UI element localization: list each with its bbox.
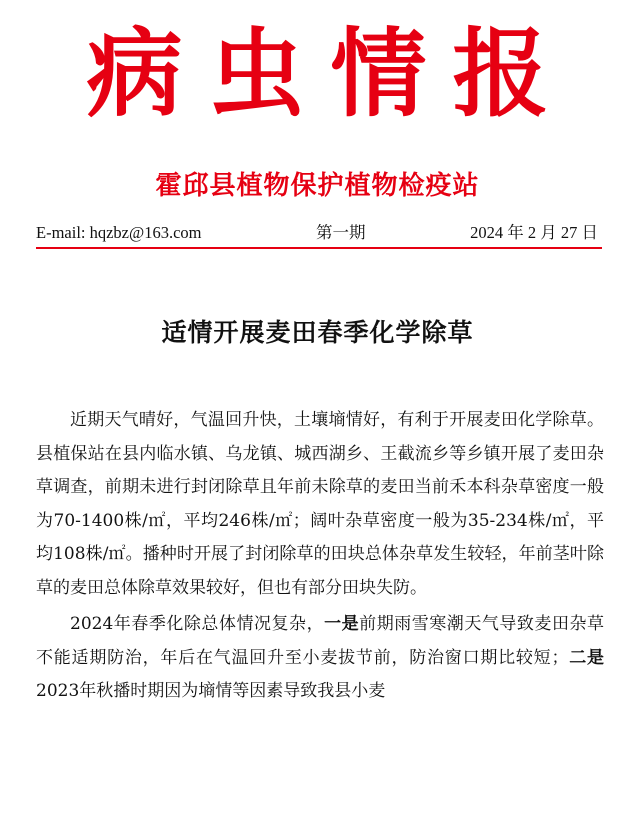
issue-date: 2024 年 2 月 27 日 [470, 223, 598, 242]
issue-number: 第一期 [316, 223, 366, 242]
article-title: 适情开展麦田春季化学除草 [161, 318, 474, 347]
point-1-label: 一是 [324, 614, 360, 634]
paragraph-2-lead: 2024年春季化除总体情况复杂， [70, 614, 325, 634]
point-1-text: 前期雨雪寒潮天气导致麦田杂草不能适期防治，年后在气温回升至小麦拔节前，防治窗口期比较短； [36, 614, 605, 668]
article-paragraph-1: 近期天气晴好，气温回升快，土壤墒情好，有利于开展麦田化学除草。县植保站在县内临水镇、乌龙镇、城西湖乡、王截流乡等乡镇开展了麦田杂草调查，前期未进行封闭除草且年前未除草的麦田当前禾本科杂草密度一般为70-1400株/㎡，平均246株/㎡；阔叶杂草密度一般为35-234株/㎡，平均108株/㎡。播种时开展了封闭除草的田块总体杂草发生较轻，年前茎叶除草的麦田总体除草效果较好，但也有部分田块失防。 [36, 410, 604, 598]
article-paragraph-2 [36, 608, 604, 709]
article-body [36, 404, 604, 712]
point-2-text: 2023年秋播时期因为墒情等因素导致我县小麦 [36, 681, 386, 701]
point-2-label: 二是 [568, 647, 605, 668]
masthead-divider [36, 247, 602, 249]
issue-info-row [36, 222, 604, 244]
organization-name: 霍邱县植物保护植物检疫站 [155, 171, 480, 201]
newsletter-masthead-title: 病虫情报 [86, 18, 575, 130]
contact-email: E-mail: hqzbz@163.com [36, 223, 202, 242]
